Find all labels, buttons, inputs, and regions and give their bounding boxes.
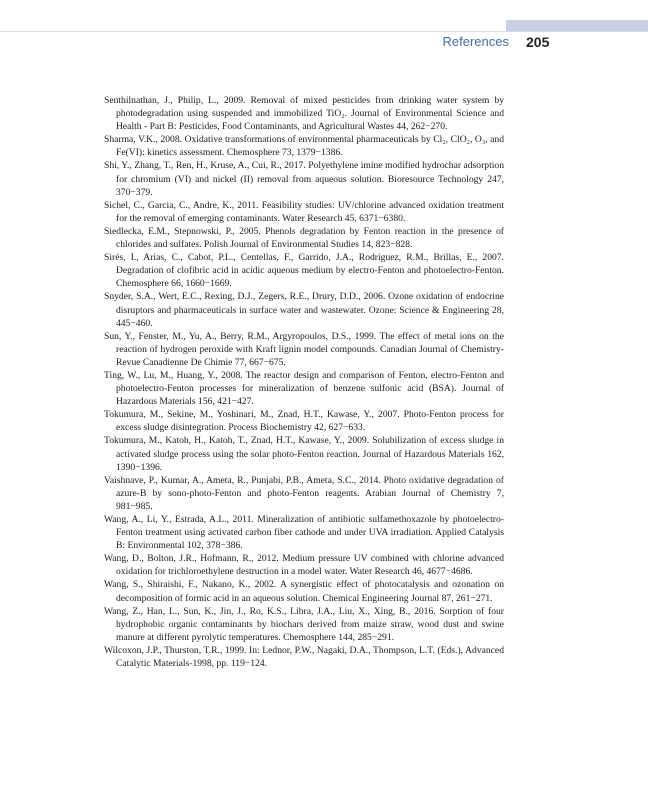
reference-entry: Wilcoxon, J.P., Thurston, T.R., 1999. In: Lednor, P.W., Nagaki, D.A., Thompson, L.T. (Eds.), Advanced Catalytic Materials-1998, pp. 119−124.: [104, 644, 504, 670]
running-head: References: [442, 34, 509, 49]
reference-entry: Wang, S., Shiraishi, F., Nakano, K., 2002. A synergistic effect of photocatalysis and ozonation on decomposition of formic acid in an aqueous solution. Chemical Engineering Journal 87, 261−271.: [104, 579, 504, 604]
page-number: 205: [526, 34, 550, 50]
reference-entry: Siedlecka, E.M., Stepnowski, P., 2005. Phenols degradation by Fenton reaction in the presence of chlorides and sulfates. Polish Journal of Environmental Studies 14, 823−828.: [104, 225, 504, 251]
reference-entry: Wang, A., Li, Y., Estrada, A.L., 2011. Mineralization of antibiotic sulfamethoxazole by photoelectro-Fenton treatment using activated carbon fiber cathode and under UVA irradiation. Applied Catalysis B: Environmental 102, 378−386.: [104, 514, 504, 552]
reference-entry: Tokumura, M., Katoh, H., Katoh, T., Znad, H.T., Kawase, Y., 2009. Solubilization of excess sludge in activated sludge process using the solar photo-Fenton reaction. Journal of Hazardous Materials 162, 1390−1396.: [104, 435, 504, 473]
header-accent-bar: [506, 20, 648, 31]
reference-entry: Wang, Z., Han, L., Sun, K., Jin, J., Ro, K.S., Libra, J.A., Liu, X., Xing, B., 2016. Sorption of four hydrophobic organic contaminants by biochars derived from maize straw, wood dust and swine manure at different pyrolytic temperatures. Chemosphere 144, 285−291.: [104, 605, 504, 643]
reference-entry: Vaishnave, P., Kumar, A., Ameta, R., Punjabi, P.B., Ameta, S.C., 2014. Photo oxidative degradation of azure-B by sono-photo-Fenton and photo-Fenton reagents. Arabian Journal of Chemistry 7, 981−985.: [104, 474, 504, 512]
reference-list: [104, 94, 504, 670]
reference-entry: Shi, Y., Zhang, T., Ren, H., Kruse, A., Cui, R., 2017. Polyethylene imine modified hydrochar adsorption for chromium (VI) and nickel (II) removal from aqueous solution. Bioresource Technology 247, 370−379.: [104, 160, 504, 198]
reference-entry: Ting, W., Lu, M., Huang, Y., 2008. The reactor design and comparison of Fenton, electro-Fenton and photoelectro-Fenton processes for mineralization of benzene sulfonic acid (BSA). Journal of Hazardous Materials 156, 421−427.: [104, 369, 504, 408]
header-rule: [0, 31, 648, 32]
reference-entry: Sharma, V.K., 2008. Oxidative transformations of environmental pharmaceuticals by Cl₂, ClO₂, O₃, and Fe(VI): kinetics assessment. Chemosphere 73, 1379−1386.: [104, 134, 504, 159]
reference-entry: Senthilnathan, J., Philip, L., 2009. Removal of mixed pesticides from drinking water system by photodegradation using suspended and immobilized TiO₂. Journal of Environmental Science and Health - Part B: Pesticides, Food Contaminants, and Agricultural Wastes 44, 262−270.: [104, 95, 504, 133]
reference-entry: Sun, Y., Fenster, M., Yu, A., Berry, R.M., Argyropoulos, D.S., 1999. The effect of metal ions on the reaction of hydrogen peroxide with Kraft lignin model compounds. Canadian Journal of Chemistry-Revue Canadienne De Chimie 77, 667−675.: [104, 330, 504, 368]
reference-entry: Wang, D., Bolton, J.R., Hofmann, R., 2012. Medium pressure UV combined with chlorine advanced oxidation for trichloroethylene destruction in a model water. Water Research 46, 4677−4686.: [104, 553, 504, 578]
reference-entry: Sichel, C., Garcia, C., Andre, K., 2011. Feasibility studies: UV/chlorine advanced oxidation treatment for the removal of emerging contaminants. Water Research 45, 6371−6380.: [104, 199, 504, 224]
reference-entry: Snyder, S.A., Wert, E.C., Rexing, D.J., Zegers, R.E., Drury, D.D., 2006. Ozone oxidation of endocrine disruptors and pharmaceuticals in surface water and wastewater. Ozone: Science & Engineering 28, 445−460.: [104, 291, 504, 329]
reference-entry: Tokumura, M., Sekine, M., Yoshinari, M., Znad, H.T., Kawase, Y., 2007. Photo-Fenton process for excess sludge disintegration. Process Biochemistry 42, 627−633.: [104, 409, 504, 434]
reference-entry: Sirés, I., Arias, C., Cabot, P.L., Centellas, F., Garrido, J.A., Rodríguez, R.M., Brillas, E., 2007. Degradation of clofibric acid in acidic aqueous medium by electro-Fenton and photoelectro-Fenton. Chemosphere 66, 1660−1669.: [104, 252, 504, 290]
